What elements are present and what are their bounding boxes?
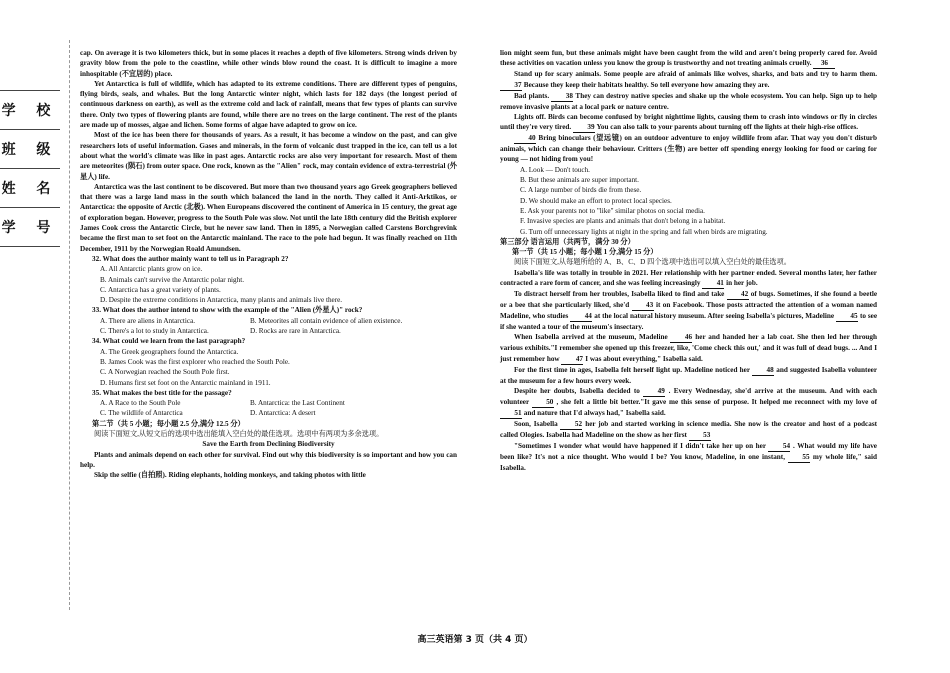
text: Soon, Isabella (514, 419, 558, 428)
option: C. There's a lot to study in Antarctica. (100, 327, 209, 336)
paragraph (500, 133, 877, 165)
text: Because they keep their habitats healthy. So tell everyone how amazing they are. (523, 80, 770, 89)
paragraph: cap. On average it is two kilometers thick, but in some places it reaches a depth of five kilometers. Strong winds driven by gravity blow from the pole to the coastline, while other winds blow round the coast. It is difficult to imagine a more inhospitable (不宜居的) place. (80, 49, 457, 78)
option: C. The wildlife of Antarctica (100, 409, 183, 418)
option: B. Antarctica: the Last Continent (250, 399, 345, 408)
option: A. The Greek geographers found the Antarctica. (100, 347, 239, 356)
option: A. A Race to the South Pole (100, 399, 181, 408)
paragraph: Yet Antarctica is full of wildlife, which has adapted to its extreme conditions. There are different types of penguins, flying birds, seals, and whales. But the long Antarctic winter night, which lasts for 182 days (the longest period of continuous darkness on earth), as well as the extreme cold and lack of rainfall, means that few types of plants can survive there. Only two types of flowering plants are found, while there are no trees on the large continent. The rest of the plants are made up of mosses, algae and lichen. Some forms of algae have adapted to grow on ice. (80, 79, 457, 130)
student-info-sidebar (0, 90, 60, 270)
option-row (80, 316, 457, 326)
paragraph: Plants and animals depend on each other for survival. Find out why this biodiversity is so important and how you can help. (80, 450, 457, 469)
paragraph (500, 48, 877, 69)
blank-51: 51 (500, 409, 522, 419)
text: Stand up for scary animals. Some people are afraid of animals like wolves, sharks, and bats and try to harm them. (514, 70, 877, 79)
text: it on Facebook. Those posts attracted the attention of a woman named Madeline, who studies (500, 301, 877, 321)
blank-54: 54 (768, 442, 790, 452)
blank-46: 46 (670, 333, 692, 343)
blank-45: 45 (836, 312, 858, 322)
text: and nature that I'd always had," Isabella said. (523, 408, 666, 417)
text: her and handed her a lab coat. She then led her through various exhibits."I remember she opened up this freezer, like, 'Come check this out,' and it was full of dead bugs. ... And I just remember how (500, 333, 878, 363)
blank-53: 53 (689, 431, 711, 441)
paragraph (500, 268, 877, 289)
passage-title: Save the Earth from Declining Biodiversity (202, 440, 335, 449)
blank-41: 41 (702, 279, 724, 289)
option: D. Despite the extreme conditions in Antarctica, many plants and animals live there. (100, 296, 343, 305)
page-footer: 高三英语第 3 页（共 4 页） (417, 635, 533, 645)
question-35: 35. What makes the best title for the passage? (92, 388, 232, 397)
option: A. Look — Don't touch. (520, 165, 590, 174)
text: at the local natural history museum. After seeing Isabella's pictures, Madeline (594, 312, 835, 321)
question-32: 32. What does the author mainly want to tell us in Paragraph 2? (92, 254, 289, 263)
paragraph: Skip the selfie (自拍照). Riding elephants, holding monkeys, and taking photos with little (94, 471, 366, 480)
blank-42: 42 (727, 290, 749, 300)
blank-47: 47 (561, 355, 583, 365)
option: D. Antarctica: A desert (250, 409, 316, 418)
option: G. Turn off unnecessary lights at night in the spring and fall when birds are migrating. (520, 227, 768, 236)
left-column (80, 48, 457, 480)
paragraph (500, 112, 877, 133)
paragraph (500, 419, 877, 441)
student-id-label: 学 号 (0, 207, 60, 247)
text: To distract herself from her troubles, Isabella liked to find and take (514, 290, 725, 299)
blank-52: 52 (560, 420, 582, 430)
school-label: 学 校 (0, 90, 60, 129)
text: my whole life," said Isabella. (500, 452, 877, 472)
text: her job and started working in science media. She now is the creator and host of a podcast called Ologies. Isabella had Madeline on the show as her first (500, 419, 878, 439)
paragraph (500, 386, 877, 419)
paragraph (500, 441, 877, 473)
paragraph (500, 365, 877, 386)
blank-44: 44 (570, 312, 592, 322)
text: Isabella's life was totally in trouble in 2021. Her relationship with her partner ended. Several months later, her father contracted a rare form of cancer, and she was feeling increasingly (500, 268, 877, 288)
text: , she felt a little bit better."It gave me this sense of purpose. It helped me reconnect with my love of (556, 397, 878, 406)
option: D. We should make an effort to protect local species. (520, 196, 672, 205)
text: to see if she wanted a tour of the museum's insectary. (500, 312, 878, 332)
paragraph (500, 91, 877, 112)
option-row (80, 398, 457, 408)
option: D. Humans first set foot on the Antarctic mainland in 1911. (100, 378, 271, 387)
blank-48: 48 (752, 366, 774, 376)
option: A. All Antarctic plants grow on ice. (100, 265, 203, 274)
option: A. There are aliens in Antarctica. (100, 316, 196, 325)
option: B. Animals can't survive the Antarctic polar night. (100, 275, 245, 284)
text: in her job. (726, 279, 758, 288)
text: Despite her doubts, Isabella decided to (514, 386, 640, 395)
text: You can also talk to your parents about turning off the lights at their high-rise offices. (596, 123, 859, 132)
blank-49: 49 (643, 387, 665, 397)
question-33: 33. What does the author intend to show with the example of the "Alien (外星人)" rock? (92, 306, 363, 315)
subsection-heading: 第一节（共 15 小题；每小题 1 分,满分 15 分） (512, 248, 658, 257)
section-instructions: 阅读下面短文,从短文后的选项中选出能填入空白处的最佳选项。选项中有两项为多余选项。 (94, 429, 384, 438)
blank-50: 50 (532, 398, 554, 408)
option-row (80, 408, 457, 418)
paragraph (500, 289, 877, 332)
text: lion might seem fun, but these animals might have been caught from the wild and aren't being properly cared for. Avoid these activities on vacation unless you know the group is trustworthy and not treating animals cruelly. (500, 49, 877, 68)
text: I was about everything," Isabella said. (585, 354, 703, 363)
text: of bugs. Sometimes, if she found a beetle or a bee that she particularly liked, she'd (500, 290, 878, 310)
blank-40: 40 (514, 134, 536, 144)
text: Bring binoculars (望远镜) on an outdoor adventure to enjoy wildlife from afar. That way you don't disturb animals, which can change their behaviour. Critters (生物) are better off spending energy looking for food or caring for young — not hiding from you! (500, 134, 877, 164)
blank-43: 43 (632, 301, 654, 311)
option: C. Antarctica has a great variety of plants. (100, 285, 221, 294)
text: Bad plants. (514, 91, 550, 100)
option: B. But these animals are super important. (520, 176, 639, 185)
option: C. A large number of birds die from these. (520, 186, 642, 195)
text: When Isabella arrived at the museum, Madeline (514, 333, 668, 342)
paragraph: Antarctica was the last continent to be discovered. But more than two thousand years ago Greek geographers believed that there was a large land mass in the south which balanced the land in the north. They called it Anti-Arktikos, or Antarctica: the opposite of Arctic (北极). When Europeans discovered the continent of America in 15 century, the great age of exploration began. However, progress to the South Pole was slow. Not until the late 18th century did the British explorer James Cook cross the Antarctic Circle, but he never saw land. Then in 1895, a Norwegian called Carstens Borchgrevink became the first man to set foot on the Antarctic mainland. The race to the pole had begun. It was finally reached on 11th December, 1911 by the Norwegian Roald Amundsen. (80, 182, 457, 253)
name-label: 姓 名 (0, 168, 60, 207)
section-heading: 第三部分 语言运用（共两节，满分 30 分） (500, 237, 635, 246)
blank-38: 38 (551, 92, 573, 102)
section-heading: 第二节（共 5 小题；每小题 2.5 分,满分 12.5 分） (92, 419, 245, 428)
text: For the first time in ages, Isabella felt herself light up. Madeline noticed her (514, 365, 750, 374)
blank-39: 39 (573, 123, 595, 133)
text: They can destroy native species and shake up the whole ecosystem. You can help. Sign up to help remove invasive plants at a local park or nature centre. (500, 91, 878, 111)
option: F. Invasive species are plants and animals that don't belong in a habitat. (520, 217, 726, 226)
blank-37: 37 (500, 81, 522, 91)
blank-55: 55 (788, 453, 810, 463)
paragraph (500, 332, 877, 364)
paragraph: Most of the ice has been there for thousands of years. As a result, it has become a window on the past, and can give researchers lots of useful information. Gases and minerals, in the form of volcanic dust trapped in the ice, can tell us a lot about what the world's climate was like in past ages. Antarctic rocks are also very important for research. Most of them are meteorites (陨石) from outer space. One rock, known as the "Alien" rock, may contain evidence of extra-terrestrial (外星人) life. (80, 131, 457, 181)
text: . Every Wednesday, she'd arrive at the museum. And with each volunteer (500, 386, 878, 406)
paragraph (500, 69, 877, 90)
text: and suggested Isabella volunteer at the museum for a few hours every week. (500, 365, 878, 385)
option: D. Rocks are rare in Antarctica. (250, 327, 341, 336)
option: C. A Norwegian reached the South Pole first. (100, 368, 230, 377)
text: "Sometimes I wonder what would have happened if I didn't take her up on her (514, 441, 766, 450)
section-instructions: 阅读下面短文,从每题所给的 A、B、C、D 四个选项中选出可以填入空白处的最佳选项。 (514, 258, 791, 267)
right-column (500, 48, 877, 473)
text: . What would my life have been like? It's not a nice thought. Who would I be? You know, Madeline, in one instant, (500, 441, 878, 461)
class-label: 班 级 (0, 129, 60, 168)
blank-36: 36 (813, 59, 835, 69)
option-row (80, 326, 457, 336)
text: Lights off. Birds can become confused by bright nighttime lights, causing them to crash into windows or fly in circles until they're very tired. (500, 112, 877, 132)
option: B. James Cook was the first explorer who reached the South Pole. (100, 357, 290, 366)
binding-line (69, 40, 70, 610)
question-34: 34. What could we learn from the last paragraph? (92, 337, 246, 346)
option: E. Ask your parents not to "like" similar photos on social media. (520, 206, 705, 215)
option: B. Meteorites all contain evidence of alien existence. (250, 316, 403, 325)
